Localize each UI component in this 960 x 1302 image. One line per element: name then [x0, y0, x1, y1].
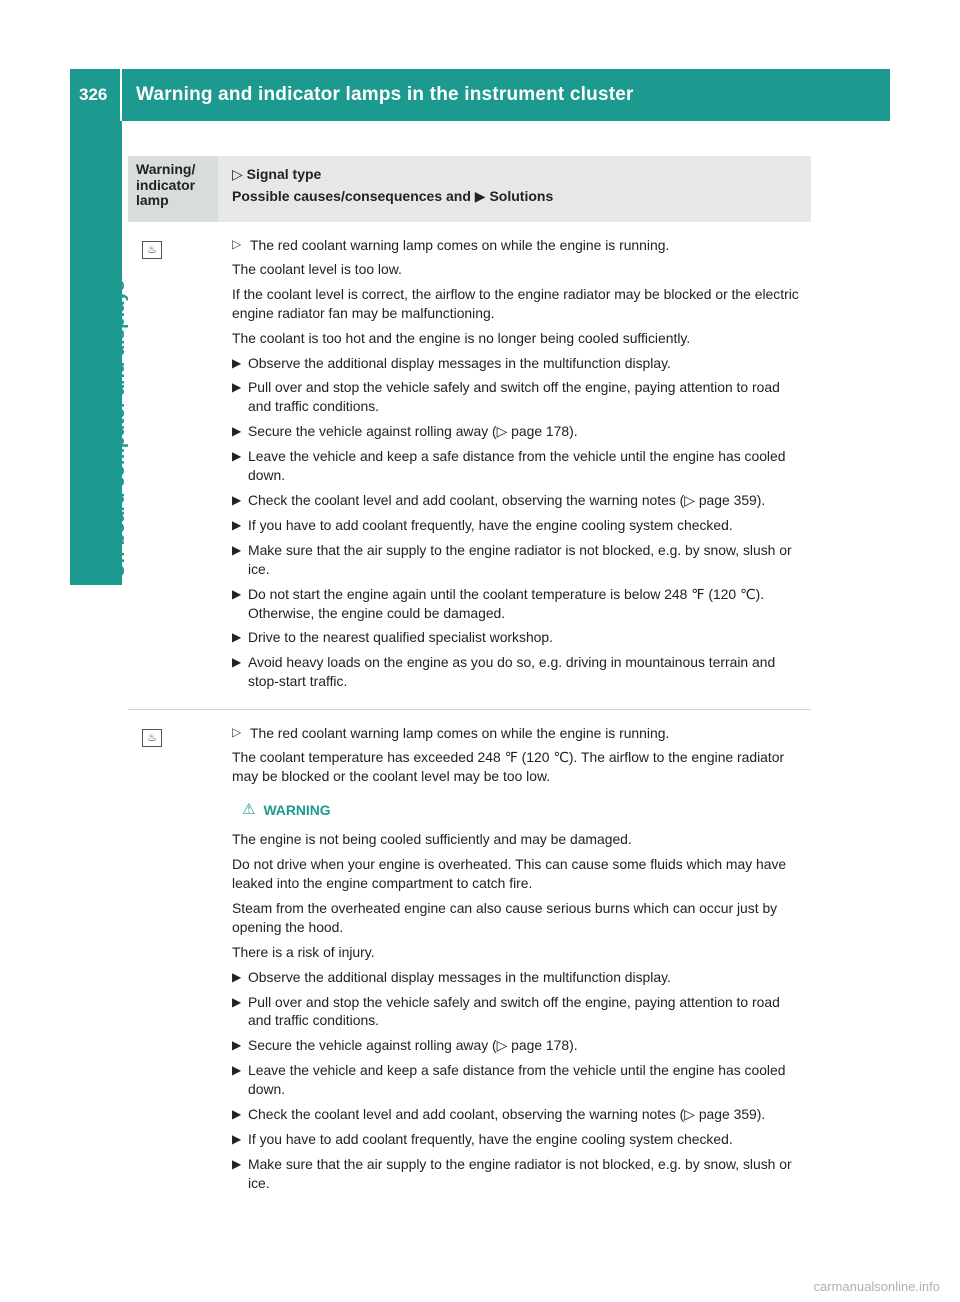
- solution-arrow-icon: ▶: [474, 188, 486, 205]
- signal-triangle-icon: ▷: [232, 237, 242, 251]
- row2-text: The coolant temperature has exceeded 248 ℉ (120 ℃). The airflow to the engine radiator may be blocked or the coolant level may be too low.: [232, 749, 785, 784]
- list-item: Avoid heavy loads on the engine as you do so, e.g. driving in mountainous terrain and stop-start traffic.: [248, 654, 776, 690]
- warning-heading: ⚠ WARNING: [242, 800, 801, 820]
- table-header: [128, 156, 811, 222]
- solution-arrow-icon: ▶: [232, 1107, 242, 1122]
- list-item: If you have to add coolant frequently, have the engine cooling system checked.: [248, 1131, 733, 1148]
- solution-arrow-icon: ▶: [232, 1038, 242, 1053]
- header-signal: Signal type: [246, 166, 322, 182]
- header-causes: Possible causes/consequences and: [232, 188, 471, 205]
- list-item: Do not start the engine again until the coolant temperature is below 248 ℉ (120 ℃). Otherwise, the engine could be damaged.: [248, 585, 765, 621]
- list-item: Secure the vehicle against rolling away (▷ page 178).: [248, 423, 578, 440]
- page-number: 326: [70, 69, 122, 121]
- header-lamp: Warning/ indicator lamp: [128, 156, 218, 222]
- list-item: Observe the additional display messages in the multifunction display.: [248, 354, 671, 371]
- solution-arrow-icon: ▶: [232, 517, 242, 532]
- list-item: Leave the vehicle and keep a safe distance from the vehicle until the engine has cooled down.: [248, 1062, 786, 1098]
- solution-arrow-icon: ▶: [232, 630, 242, 645]
- solution-arrow-icon: ▶: [232, 1156, 242, 1171]
- page-header: [70, 69, 890, 121]
- solution-arrow-icon: ▶: [232, 380, 242, 395]
- coolant-icon: ♨: [142, 729, 162, 747]
- list-item: Pull over and stop the vehicle safely and switch off the engine, paying attention to road and traffic conditions.: [248, 379, 780, 415]
- solution-arrow-icon: ▶: [232, 449, 242, 464]
- row1-text: The coolant level is too low.: [232, 260, 402, 277]
- row1-signal: The red coolant warning lamp comes on while the engine is running.: [250, 237, 670, 253]
- solution-arrow-icon: ▶: [232, 1063, 242, 1078]
- coolant-icon: ♨: [142, 241, 162, 259]
- warning-text: The engine is not being cooled sufficiently and may be damaged.: [232, 831, 632, 848]
- list-item: Make sure that the air supply to the engine radiator is not blocked, e.g. by snow, slush or ice.: [248, 541, 792, 577]
- solution-arrow-icon: ▶: [232, 355, 242, 370]
- solution-arrow-icon: ▶: [232, 655, 242, 670]
- signal-triangle-icon: ▷: [232, 725, 242, 740]
- row2-signal: The red coolant warning lamp comes on while the engine is running.: [250, 725, 670, 742]
- page-title: Warning and indicator lamps in the instrument cluster: [136, 84, 634, 105]
- warning-text: Do not drive when your engine is overheated. This can cause some fluids which may have leaked into the engine compartment to catch fire.: [232, 856, 787, 892]
- row1-text: The coolant is too hot and the engine is no longer being cooled sufficiently.: [232, 329, 691, 346]
- list-item: Secure the vehicle against rolling away (▷ page 178).: [248, 1037, 578, 1054]
- list-item: Leave the vehicle and keep a safe distance from the vehicle until the engine has cooled down.: [248, 448, 786, 484]
- list-item: Make sure that the air supply to the engine radiator is not blocked, e.g. by snow, slush or ice.: [248, 1155, 792, 1191]
- solution-arrow-icon: ▶: [232, 969, 242, 984]
- solution-arrow-icon: ▶: [232, 1132, 242, 1147]
- table-row: [128, 710, 811, 1211]
- chapter-title: On-board computer and displays: [108, 280, 129, 578]
- warning-text: Steam from the overheated engine can also cause serious burns which can occur just by opening the hood.: [232, 899, 778, 935]
- solution-arrow-icon: ▶: [232, 424, 242, 439]
- list-item: Observe the additional display messages in the multifunction display.: [248, 968, 671, 985]
- solution-arrow-icon: ▶: [232, 586, 242, 601]
- solution-arrow-icon: ▶: [232, 994, 242, 1009]
- signal-triangle-icon: ▷: [232, 166, 247, 182]
- table-row: [128, 222, 811, 710]
- list-item: If you have to add coolant frequently, have the engine cooling system checked.: [248, 516, 733, 533]
- solution-arrow-icon: ▶: [232, 542, 242, 557]
- row1-text: If the coolant level is correct, the airflow to the engine radiator may be blocked or the electric engine radiator fan may be malfunctioning.: [232, 285, 799, 321]
- list-item: Drive to the nearest qualified specialist workshop.: [248, 629, 553, 646]
- warning-triangle-icon: ⚠: [242, 800, 256, 818]
- list-item: Check the coolant level and add coolant, observing the warning notes (▷ page 359).: [248, 491, 766, 508]
- header-solutions: Solutions: [489, 188, 554, 205]
- warning-text: There is a risk of injury.: [232, 943, 375, 960]
- list-item: Check the coolant level and add coolant, observing the warning notes (▷ page 359).: [248, 1106, 766, 1123]
- warning-lamp-table: [128, 156, 811, 1211]
- solution-arrow-icon: ▶: [232, 492, 242, 507]
- watermark: carmanualsonline.info: [813, 1279, 940, 1294]
- list-item: Pull over and stop the vehicle safely and switch off the engine, paying attention to road and traffic conditions.: [248, 993, 780, 1029]
